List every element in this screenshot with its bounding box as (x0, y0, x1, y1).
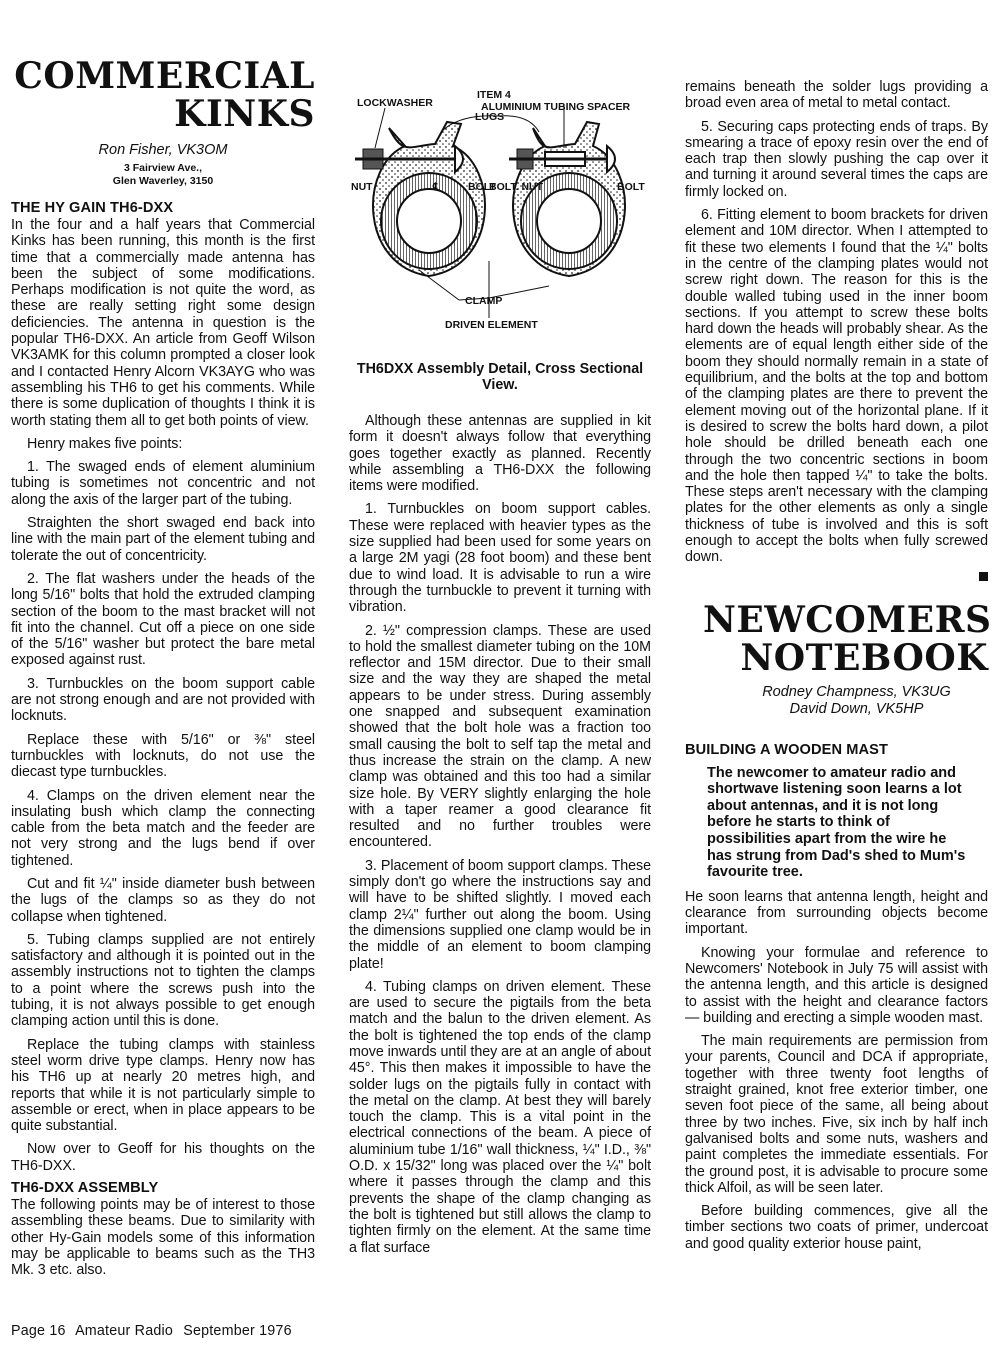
figure-clamp-label: CLAMP (465, 295, 503, 307)
article-title-line2: NOTEBOOK (740, 636, 988, 679)
body-paragraph: In the four and a half years that Commercial Kinks has been running, this month is the first time that a commercially made antenna has been the subject of some modifications. Perhaps modification is not quite the word, as these are really setting right some design deficiencies. The antenna in question is the popular TH6-DXX. An article from Geoff Wilson VK3AMK for this column prompted a closer look and I contacted Henry Alcorn VK3AYG who was assembling his TH6 to get his comments. While there is some duplication of thoughts I think it is worth stating them all to get both points of view. (11, 217, 315, 429)
body-paragraph: 3. Placement of boom support clamps. These simply don't go where the instructions say and will have to be shifted slightly. I moved each clamp 2¼" further out along the boom. Using the dimensions supplied one clamp would be in the middle of an element to boom clamping plate! (349, 857, 651, 972)
assembly-diagram (349, 86, 651, 342)
body-paragraph: 4. Clamps on the driven element near the insulating bush which clamp the connecting cable from the beta match and the feeder are not very strong and the lugs bend if over tightened. (11, 787, 315, 869)
article-author: Ron Fisher, VK3OM (98, 142, 228, 158)
page-footer (11, 1323, 298, 1339)
column-1 (11, 0, 315, 1279)
body-paragraph: 1. The swaged ends of element aluminium tubing is sometimes not concentric and not along the axis of the larger part of the tubing. (11, 459, 315, 508)
body-paragraph: 5. Tubing clamps supplied are not entirely satisfactory and although it is pointed out in the assembly instructions not to tighten the clamps to a point where the screws push into the tubing, it is not always possible to get enough clamping action until this is done. (11, 931, 315, 1030)
body-paragraph: 2. ½" compression clamps. These are used to hold the smallest diameter tubing on the 10M reflector and 15M director. Due to their small size and the way they are shaped the metal appears to be under stress. During assembly one snapped and subsequent examination showed that the bolt hole was a fraction too small causing the bolt to self tap the metal and thus increase the strain on the clamp. A new clamp was obtained and this too had a similar size hole. By VERY slightly enlarging the hole with a taper reamer a good clearance fit resulted and no further troubles were encountered. (349, 622, 651, 851)
body-paragraph: 6. Fitting element to boom brackets for driven element and 10M director. When I attempted to fit these two elements I found that the ¼" bolts in the centre of the clamping plates would not screw right down. The reason for this is the double walled tubing used in the inner boom sections. If you attempt to screw these bolts hard down the heads will probably shear. As the elements are of equal length either side of the boom they should normally remain in a state of equilibrium, and the bolts at the top and bottom of the clamping plates are there to prevent the element moving out of the horizontal plane. If it is desired to screw the bolts hard down, a pilot hole should be drilled beneath each one through the two concentric sections in boom and the hole then tapped ¼" to take the bolts. These steps aren't necessary with the clamping plates for the other elements as only a single thickness of tube is involved and this is soft enough to accept the bolts when fully screwed down. (685, 207, 988, 566)
section-heading: TH6-DXX ASSEMBLY (11, 1180, 159, 1197)
page-number: Page 16 (11, 1323, 66, 1339)
article-title-line1: NEWCOMERS (703, 598, 992, 641)
end-of-article-marker (685, 568, 988, 580)
magazine-name: Amateur Radio (75, 1323, 174, 1339)
article-author: Rodney Champness, VK3UG (762, 683, 951, 700)
figure-bolt2-label: BOLT (617, 181, 645, 193)
article-title-line2: KINKS (174, 93, 315, 135)
body-paragraph: Knowing your formulae and reference to Newcomers' Notebook in July 75 will assist with the antenna length, and this article is designed to assist with the height and clearance factors — building and erecting a simple wooden mast. (685, 944, 988, 1026)
body-paragraph: 3. Turnbuckles on the boom support cable are not strong enough and are not provided with locknuts. (11, 675, 315, 725)
body-paragraph: 5. Securing caps protecting ends of traps. By smearing a trace of epoxy resin over the end of each trap then slowly pushing the cap over it and turning it around several times the caps are firmly locked on. (685, 118, 988, 200)
body-paragraph: remains beneath the solder lugs providing a broad even area of metal to metal contact. (685, 79, 988, 112)
body-paragraph: Replace these with 5/16" or ⅜" steel turnbuckles with locknuts, do not use the diecast type turnbuckles. (11, 731, 315, 781)
column-3 (685, 0, 992, 1252)
section-heading: BUILDING A WOODEN MAST (685, 741, 888, 758)
author-address-line2: Glen Waverley, 3150 (112, 174, 214, 187)
figure-bolt-label: BOLT (468, 181, 496, 193)
figure-center-mark: ℄ (433, 181, 440, 193)
section-heading: THE HY GAIN TH6-DXX (11, 200, 174, 216)
column-2 (349, 0, 651, 1256)
figure-nut-label: NUT (351, 181, 373, 193)
body-paragraph: 4. Tubing clamps on driven element. These are used to secure the pigtails from the beta match and the balun to the driven element. As the bolt is tightened the top ends of the clamp move inwards until they are at an angle of about 45°. This then makes it impossible to have the solder lugs on the pigtails fully in contact with the metal on the clamp. At best they will barely touch the clamp. This is a vital point in the electrical connections of the beam. A piece of aluminium tube 1/16" wall thickness, ¼" I.D., ⅜" O.D. x 15/32" long was placed over the ¼" bolt where it passes through the clamp and this prevents the shape of the clamp changing as the bolt is tightened but still allows the clamp to tighten firmly on the element. At the same time a flat surface (349, 978, 651, 1256)
body-paragraph: Straighten the short swaged end back into line with the main part of the element tubing and tolerate the out of concentricity. (11, 515, 315, 564)
right-clamp-drawing (509, 122, 625, 276)
author-address-line1: 3 Fairview Ave., (123, 162, 202, 174)
body-paragraph: 2. The flat washers under the heads of the long 5/16" bolts that hold the extruded clamping section of the boom to the mast bracket will not fit into the channel. Cut off a piece on one side of the 5/16" washer but protect the bare metal exposed against rust. (11, 570, 315, 669)
body-paragraph: Cut and fit ¼" inside diameter bush between the lugs of the clamps so as they do not collapse when tightened. (11, 875, 315, 925)
figure-caption: TH6DXX Assembly Detail, Cross Sectional View. (356, 361, 644, 393)
figure-spacer-label: ALUMINIUM TUBING SPACER (481, 101, 631, 113)
body-paragraph: The following points may be of interest to those assembling these beams. Due to similarity with other Hy-Gain models some of this information may be applicable to beams such as the TH3 Mk. 3 etc. also. (11, 1197, 315, 1279)
body-paragraph: Replace the tubing clamps with stainless steel worm drive type clamps. Henry now has his TH6 up at nearly 20 metres high, and reports that while it is not particularly simple to assemble or erect, when in place appears to be quite substantial. (11, 1036, 315, 1135)
body-paragraph: Although these antennas are supplied in kit form it doesn't always follow that everything goes together exactly as planned. Recently while assembling a TH6-DXX the following items were modified. (349, 413, 651, 495)
standfirst: The newcomer to amateur radio and shortwave listening soon learns a lot about antennas, and it is not long before he starts to think of possibilities apart from the wire he has strung from Dad's shed to Mum's favourite tree. (707, 764, 966, 881)
body-paragraph: He soon learns that antenna length, height and clearance from surrounding objects become important. (685, 888, 988, 938)
left-clamp-drawing (355, 122, 485, 276)
figure-lockwasher-label: LOCKWASHER (357, 97, 433, 109)
issue-date: September 1976 (183, 1323, 292, 1339)
figure-lugs-label: LUGS (475, 111, 505, 123)
body-paragraph: The main requirements are permission from your parents, Council and DCA if appropriate, together with three twenty foot lengths of straight grained, knot free exterior timber, one seven foot piece of the same, all being about three by two inches. Five, six inch by half inch galvanised bolts and some nuts, washers and paint completes the immediate essentials. For the ground post, it is advisable to procure some thick Alfoil, as will be seen later. (685, 1033, 988, 1196)
figure-bolt-nut-label: BOLT. NUT (489, 181, 544, 193)
figure-driven-element-label: DRIVEN ELEMENT (445, 319, 538, 331)
article-title-line1: COMMERCIAL (14, 55, 315, 97)
body-paragraph: 1. Turnbuckles on boom support cables. These were replaced with heavier types as the size supplied had been used for some years on a large 2M yagi (28 foot boom) and these bent due to wind load. It is advisable to run a wire through the turnbuckle to prevent it turning with vibration. (349, 501, 651, 616)
figure-item-label: ITEM 4 (477, 89, 511, 101)
body-paragraph: Before building commences, give all the timber sections two coats of primer, undercoat and good quality exterior house paint, (685, 1203, 988, 1252)
body-paragraph: Now over to Geoff for his thoughts on the TH6-DXX. (11, 1141, 315, 1174)
body-paragraph: Henry makes five points: (27, 435, 183, 452)
article-author: David Down, VK5HP (789, 700, 924, 717)
